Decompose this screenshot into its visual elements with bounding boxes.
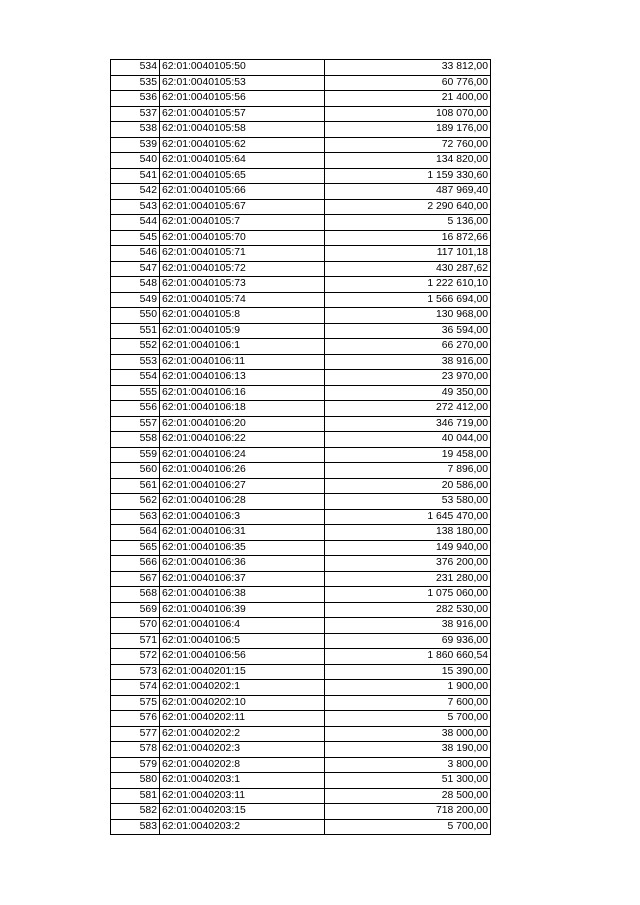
cadastral-number-cell: 62:01:0040105:56 <box>160 91 325 107</box>
cadastral-number-cell: 62:01:0040105:50 <box>160 60 325 76</box>
row-number-cell: 552 <box>111 339 160 355</box>
row-number-cell: 568 <box>111 587 160 603</box>
row-number-cell: 571 <box>111 633 160 649</box>
cadastral-number-cell: 62:01:0040106:18 <box>160 401 325 417</box>
cadastral-number-cell: 62:01:0040106:20 <box>160 416 325 432</box>
value-cell: 117 101,18 <box>325 246 491 262</box>
value-cell: 15 390,00 <box>325 664 491 680</box>
table-row <box>111 742 491 758</box>
table-row <box>111 277 491 293</box>
row-number-cell: 574 <box>111 680 160 696</box>
table-row <box>111 447 491 463</box>
row-number-cell: 546 <box>111 246 160 262</box>
table-row <box>111 633 491 649</box>
value-cell: 5 700,00 <box>325 711 491 727</box>
cadastral-number-cell: 62:01:0040202:11 <box>160 711 325 727</box>
table-row <box>111 494 491 510</box>
cadastral-number-cell: 62:01:0040202:3 <box>160 742 325 758</box>
value-cell: 7 896,00 <box>325 463 491 479</box>
table-row <box>111 556 491 572</box>
cadastral-number-cell: 62:01:0040105:7 <box>160 215 325 231</box>
value-cell: 38 916,00 <box>325 618 491 634</box>
row-number-cell: 560 <box>111 463 160 479</box>
cadastral-number-cell: 62:01:0040105:53 <box>160 75 325 91</box>
cadastral-number-cell: 62:01:0040106:39 <box>160 602 325 618</box>
cadastral-number-cell: 62:01:0040105:67 <box>160 199 325 215</box>
value-cell: 189 176,00 <box>325 122 491 138</box>
row-number-cell: 575 <box>111 695 160 711</box>
value-cell: 1 159 330,60 <box>325 168 491 184</box>
cadastral-number-cell: 62:01:0040106:3 <box>160 509 325 525</box>
table-row <box>111 246 491 262</box>
value-cell: 134 820,00 <box>325 153 491 169</box>
row-number-cell: 556 <box>111 401 160 417</box>
value-cell: 272 412,00 <box>325 401 491 417</box>
cadastral-number-cell: 62:01:0040106:24 <box>160 447 325 463</box>
value-cell: 430 287,62 <box>325 261 491 277</box>
table-row <box>111 587 491 603</box>
value-cell: 1 900,00 <box>325 680 491 696</box>
cadastral-number-cell: 62:01:0040106:56 <box>160 649 325 665</box>
value-cell: 231 280,00 <box>325 571 491 587</box>
cadastral-number-cell: 62:01:0040105:66 <box>160 184 325 200</box>
table-row <box>111 354 491 370</box>
cadastral-number-cell: 62:01:0040105:73 <box>160 277 325 293</box>
row-number-cell: 540 <box>111 153 160 169</box>
table-row <box>111 463 491 479</box>
value-cell: 72 760,00 <box>325 137 491 153</box>
value-cell: 3 800,00 <box>325 757 491 773</box>
row-number-cell: 536 <box>111 91 160 107</box>
table-row <box>111 509 491 525</box>
row-number-cell: 557 <box>111 416 160 432</box>
table-row <box>111 199 491 215</box>
row-number-cell: 582 <box>111 804 160 820</box>
value-cell: 40 044,00 <box>325 432 491 448</box>
table-row <box>111 478 491 494</box>
value-cell: 19 458,00 <box>325 447 491 463</box>
row-number-cell: 569 <box>111 602 160 618</box>
cadastral-number-cell: 62:01:0040105:70 <box>160 230 325 246</box>
table-row <box>111 788 491 804</box>
row-number-cell: 572 <box>111 649 160 665</box>
row-number-cell: 551 <box>111 323 160 339</box>
cadastral-number-cell: 62:01:0040105:57 <box>160 106 325 122</box>
table-row <box>111 292 491 308</box>
cadastral-number-cell: 62:01:0040106:31 <box>160 525 325 541</box>
value-cell: 38 000,00 <box>325 726 491 742</box>
table-row <box>111 75 491 91</box>
table-row <box>111 106 491 122</box>
value-cell: 487 969,40 <box>325 184 491 200</box>
cadastral-value-table <box>110 59 491 835</box>
value-cell: 36 594,00 <box>325 323 491 339</box>
cadastral-number-cell: 62:01:0040202:2 <box>160 726 325 742</box>
table-row <box>111 819 491 835</box>
cadastral-number-cell: 62:01:0040105:64 <box>160 153 325 169</box>
value-cell: 38 916,00 <box>325 354 491 370</box>
cadastral-number-cell: 62:01:0040106:36 <box>160 556 325 572</box>
row-number-cell: 550 <box>111 308 160 324</box>
cadastral-number-cell: 62:01:0040105:58 <box>160 122 325 138</box>
row-number-cell: 558 <box>111 432 160 448</box>
row-number-cell: 542 <box>111 184 160 200</box>
row-number-cell: 567 <box>111 571 160 587</box>
row-number-cell: 538 <box>111 122 160 138</box>
table-row <box>111 602 491 618</box>
cadastral-number-cell: 62:01:0040106:26 <box>160 463 325 479</box>
cadastral-number-cell: 62:01:0040106:5 <box>160 633 325 649</box>
cadastral-number-cell: 62:01:0040203:15 <box>160 804 325 820</box>
value-cell: 53 580,00 <box>325 494 491 510</box>
row-number-cell: 544 <box>111 215 160 231</box>
row-number-cell: 565 <box>111 540 160 556</box>
value-cell: 1 222 610,10 <box>325 277 491 293</box>
row-number-cell: 570 <box>111 618 160 634</box>
value-cell: 1 645 470,00 <box>325 509 491 525</box>
row-number-cell: 563 <box>111 509 160 525</box>
table-row <box>111 571 491 587</box>
row-number-cell: 543 <box>111 199 160 215</box>
table-body <box>111 60 491 835</box>
cadastral-number-cell: 62:01:0040203:11 <box>160 788 325 804</box>
row-number-cell: 553 <box>111 354 160 370</box>
cadastral-number-cell: 62:01:0040203:1 <box>160 773 325 789</box>
cadastral-number-cell: 62:01:0040106:4 <box>160 618 325 634</box>
cadastral-number-cell: 62:01:0040105:9 <box>160 323 325 339</box>
table-row <box>111 695 491 711</box>
row-number-cell: 545 <box>111 230 160 246</box>
table-row <box>111 432 491 448</box>
row-number-cell: 579 <box>111 757 160 773</box>
table-row <box>111 323 491 339</box>
value-cell: 149 940,00 <box>325 540 491 556</box>
cadastral-number-cell: 62:01:0040203:2 <box>160 819 325 835</box>
value-cell: 1 075 060,00 <box>325 587 491 603</box>
cadastral-number-cell: 62:01:0040106:37 <box>160 571 325 587</box>
value-cell: 60 776,00 <box>325 75 491 91</box>
table-row <box>111 230 491 246</box>
value-cell: 5 700,00 <box>325 819 491 835</box>
value-cell: 1 566 694,00 <box>325 292 491 308</box>
table-row <box>111 339 491 355</box>
cadastral-number-cell: 62:01:0040105:8 <box>160 308 325 324</box>
value-cell: 1 860 660,54 <box>325 649 491 665</box>
table-row <box>111 184 491 200</box>
row-number-cell: 561 <box>111 478 160 494</box>
value-cell: 282 530,00 <box>325 602 491 618</box>
row-number-cell: 577 <box>111 726 160 742</box>
cadastral-number-cell: 62:01:0040105:74 <box>160 292 325 308</box>
cadastral-number-cell: 62:01:0040105:62 <box>160 137 325 153</box>
value-cell: 130 968,00 <box>325 308 491 324</box>
value-cell: 16 872,66 <box>325 230 491 246</box>
row-number-cell: 541 <box>111 168 160 184</box>
value-cell: 108 070,00 <box>325 106 491 122</box>
value-cell: 33 812,00 <box>325 60 491 76</box>
table-row <box>111 91 491 107</box>
value-cell: 7 600,00 <box>325 695 491 711</box>
table-row <box>111 308 491 324</box>
row-number-cell: 547 <box>111 261 160 277</box>
row-number-cell: 555 <box>111 385 160 401</box>
value-cell: 346 719,00 <box>325 416 491 432</box>
cadastral-number-cell: 62:01:0040202:10 <box>160 695 325 711</box>
row-number-cell: 581 <box>111 788 160 804</box>
row-number-cell: 573 <box>111 664 160 680</box>
cadastral-number-cell: 62:01:0040106:22 <box>160 432 325 448</box>
value-cell: 376 200,00 <box>325 556 491 572</box>
table-row <box>111 540 491 556</box>
row-number-cell: 578 <box>111 742 160 758</box>
table-row <box>111 525 491 541</box>
value-cell: 20 586,00 <box>325 478 491 494</box>
value-cell: 21 400,00 <box>325 91 491 107</box>
cadastral-number-cell: 62:01:0040201:15 <box>160 664 325 680</box>
cadastral-number-cell: 62:01:0040106:28 <box>160 494 325 510</box>
table-row <box>111 757 491 773</box>
row-number-cell: 534 <box>111 60 160 76</box>
table-row <box>111 664 491 680</box>
cadastral-number-cell: 62:01:0040106:27 <box>160 478 325 494</box>
value-cell: 51 300,00 <box>325 773 491 789</box>
row-number-cell: 576 <box>111 711 160 727</box>
table-row <box>111 773 491 789</box>
cadastral-number-cell: 62:01:0040106:16 <box>160 385 325 401</box>
row-number-cell: 566 <box>111 556 160 572</box>
table-row <box>111 261 491 277</box>
cadastral-number-cell: 62:01:0040106:35 <box>160 540 325 556</box>
table-row <box>111 401 491 417</box>
table-row <box>111 60 491 76</box>
row-number-cell: 559 <box>111 447 160 463</box>
row-number-cell: 539 <box>111 137 160 153</box>
row-number-cell: 548 <box>111 277 160 293</box>
value-cell: 23 970,00 <box>325 370 491 386</box>
value-cell: 49 350,00 <box>325 385 491 401</box>
row-number-cell: 549 <box>111 292 160 308</box>
cadastral-number-cell: 62:01:0040202:8 <box>160 757 325 773</box>
cadastral-number-cell: 62:01:0040106:1 <box>160 339 325 355</box>
value-cell: 138 180,00 <box>325 525 491 541</box>
row-number-cell: 562 <box>111 494 160 510</box>
row-number-cell: 554 <box>111 370 160 386</box>
row-number-cell: 535 <box>111 75 160 91</box>
table-row <box>111 385 491 401</box>
cadastral-number-cell: 62:01:0040202:1 <box>160 680 325 696</box>
table-row <box>111 215 491 231</box>
row-number-cell: 564 <box>111 525 160 541</box>
table-row <box>111 804 491 820</box>
row-number-cell: 537 <box>111 106 160 122</box>
cadastral-number-cell: 62:01:0040105:72 <box>160 261 325 277</box>
cadastral-number-cell: 62:01:0040106:11 <box>160 354 325 370</box>
value-cell: 28 500,00 <box>325 788 491 804</box>
table-row <box>111 726 491 742</box>
cadastral-number-cell: 62:01:0040105:65 <box>160 168 325 184</box>
value-cell: 66 270,00 <box>325 339 491 355</box>
cadastral-number-cell: 62:01:0040105:71 <box>160 246 325 262</box>
cadastral-number-cell: 62:01:0040106:38 <box>160 587 325 603</box>
table-row <box>111 416 491 432</box>
cadastral-number-cell: 62:01:0040106:13 <box>160 370 325 386</box>
table-row <box>111 122 491 138</box>
table-row <box>111 168 491 184</box>
value-cell: 5 136,00 <box>325 215 491 231</box>
table-row <box>111 153 491 169</box>
table-row <box>111 370 491 386</box>
table-row <box>111 649 491 665</box>
table-row <box>111 618 491 634</box>
table-row <box>111 680 491 696</box>
value-cell: 2 290 640,00 <box>325 199 491 215</box>
value-cell: 718 200,00 <box>325 804 491 820</box>
table-row <box>111 711 491 727</box>
row-number-cell: 583 <box>111 819 160 835</box>
table-row <box>111 137 491 153</box>
value-cell: 38 190,00 <box>325 742 491 758</box>
value-cell: 69 936,00 <box>325 633 491 649</box>
row-number-cell: 580 <box>111 773 160 789</box>
